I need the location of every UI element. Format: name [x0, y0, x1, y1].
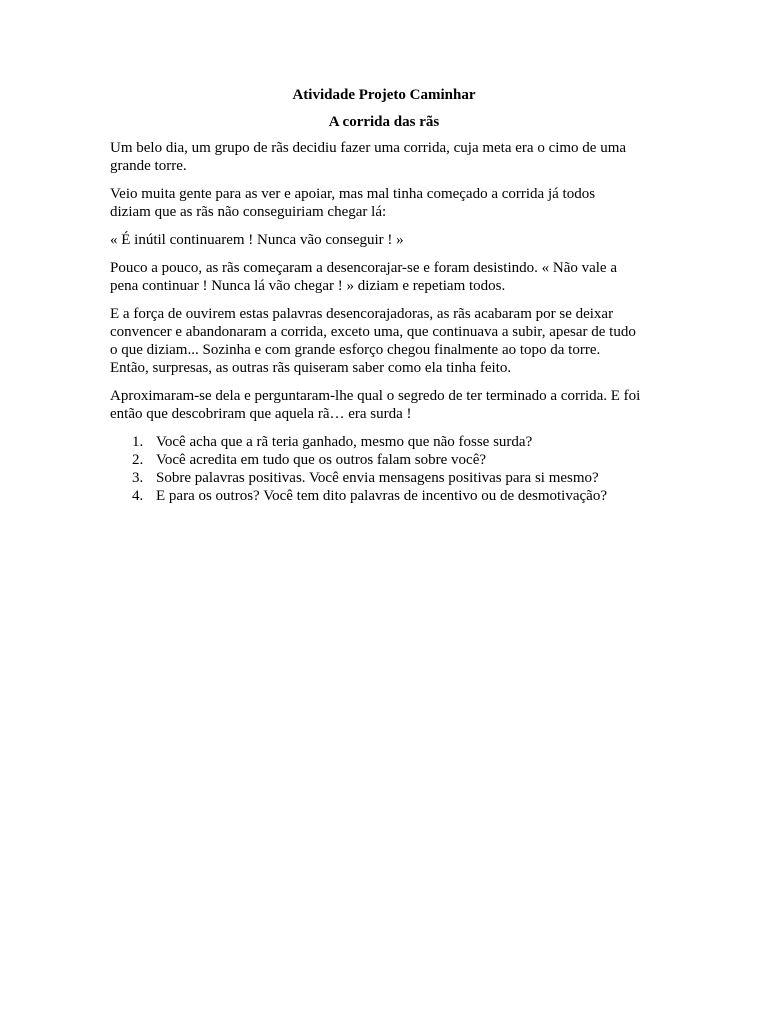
document-title: Atividade Projeto Caminhar [292, 87, 476, 103]
question-text: Você acredita em tudo que os outros falam sobre você? [156, 452, 487, 468]
story-paragraph [110, 185, 658, 221]
paragraph-line: pena continuar ! Nunca lá vão chegar ! » diziam e repetiam todos. [110, 278, 506, 294]
paragraph-line: Pouco a pouco, as rãs começaram a desencorajar-se e foram desistindo. « Não vale a [110, 260, 617, 276]
paragraph-line: diziam que as rãs não conseguiriam chegar lá: [110, 204, 387, 220]
question-item [110, 433, 658, 451]
document-content [110, 86, 658, 505]
document-subtitle: A corrida das rãs [328, 114, 440, 130]
story-paragraph [110, 305, 658, 377]
question-number: 1. [132, 434, 144, 450]
question-item [110, 487, 658, 505]
paragraph-line: grande torre. [110, 158, 187, 174]
story-paragraph [110, 231, 658, 249]
paragraph-line: « É inútil continuarem ! Nunca vão conseguir ! » [110, 232, 404, 248]
question-number: 3. [132, 470, 144, 486]
paragraph-line: Então, surpresas, as outras rãs quiseram saber como ela tinha feito. [110, 360, 512, 376]
story-paragraphs [110, 139, 658, 423]
paragraph-line: convencer e abandonaram a corrida, exceto uma, que continuava a subir, apesar de tudo [110, 324, 636, 340]
paragraph-line: Veio muita gente para as ver e apoiar, mas mal tinha começado a corrida já todos [110, 186, 596, 202]
story-paragraph [110, 139, 658, 175]
story-paragraph [110, 387, 658, 423]
question-text: Sobre palavras positivas. Você envia mensagens positivas para si mesmo? [156, 470, 599, 486]
question-text: E para os outros? Você tem dito palavras de incentivo ou de desmotivação? [156, 488, 607, 504]
paragraph-line: então que descobriram que aquela rã… era surda ! [110, 406, 412, 422]
question-item [110, 451, 658, 469]
paragraph-line: Aproximaram-se dela e perguntaram-lhe qual o segredo de ter terminado a corrida. E foi [110, 388, 641, 404]
question-number: 4. [132, 488, 144, 504]
paragraph-line: E a força de ouvirem estas palavras desencorajadoras, as rãs acabaram por se deixar [110, 306, 614, 322]
question-list [110, 433, 658, 505]
paragraph-line: o que diziam... Sozinha e com grande esforço chegou finalmente ao topo da torre. [110, 342, 601, 358]
question-text: Você acha que a rã teria ganhado, mesmo que não fosse surda? [156, 434, 533, 450]
story-paragraph [110, 259, 658, 295]
paragraph-line: Um belo dia, um grupo de rãs decidiu fazer uma corrida, cuja meta era o cimo de uma [110, 140, 627, 156]
question-item [110, 469, 658, 487]
question-number: 2. [132, 452, 144, 468]
